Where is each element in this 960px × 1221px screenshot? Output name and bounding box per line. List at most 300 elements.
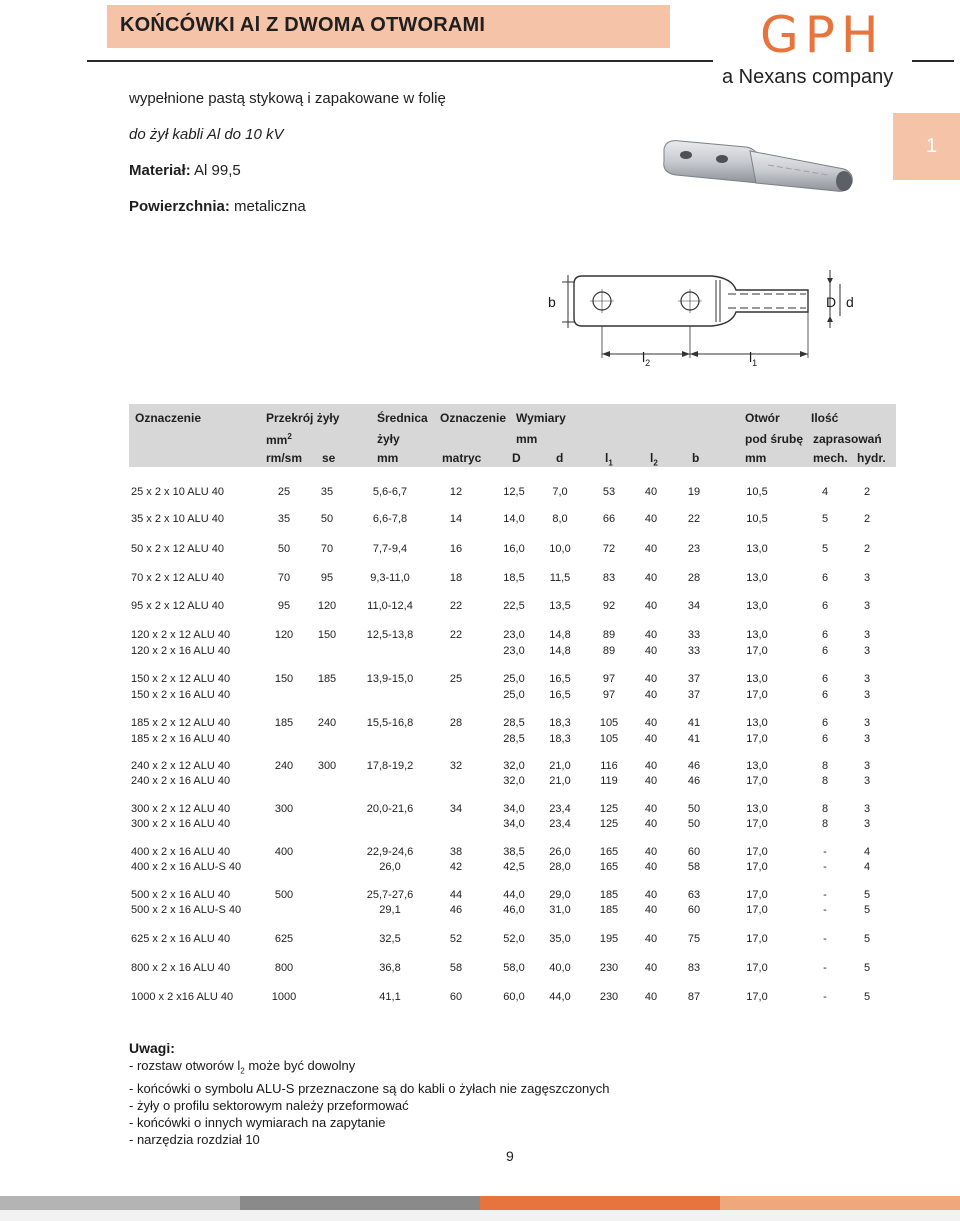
cell-l1: 165 [599,861,619,873]
cell-hydr: 3 [863,775,871,787]
cell-l1: 195 [599,933,619,945]
cell-rm-sm: 625 [274,933,294,945]
cell-oznaczenie: 70 x 2 x 12 ALU 40 [131,572,224,584]
cell-l2: 40 [644,689,658,701]
cell-se: 95 [320,572,334,584]
cell-l1: 66 [602,513,616,525]
dim-label-l2: $l_2$ [642,349,651,368]
cell-matryca: 52 [449,933,463,945]
cell-d: 21,0 [549,760,571,772]
cell-otwor: 13,0 [746,803,768,815]
cell-d: 23,4 [549,818,571,830]
cell-hydr: 3 [863,717,871,729]
cell-otwor: 17,0 [746,962,768,974]
cell-l1: 119 [600,775,618,787]
cell-b: 50 [687,803,701,815]
header-rule-right [912,60,954,62]
col-se: se [322,451,336,465]
cell-hydr: 3 [863,673,871,685]
cell-mech: 8 [821,760,829,772]
col-srednica-mm: mm [377,451,399,465]
cell-l1: 89 [602,645,616,657]
cell-l1: 105 [599,733,619,745]
cell-d: 18,3 [549,733,571,745]
notes-heading: Uwagi: [129,1040,175,1056]
surface-value: metaliczna [229,198,306,215]
cell-d: 26,0 [549,846,571,858]
cell-hydr: 2 [863,486,871,498]
cell-l2: 40 [644,775,658,787]
cell-hydr: 3 [863,689,871,701]
cell-d: 14,8 [549,629,571,641]
cell-D: 58,0 [503,962,525,974]
cell-matryca: 44 [449,889,463,901]
cell-l2: 40 [644,846,658,858]
cell-l2: 40 [644,513,658,525]
cell-mech: - [823,861,827,873]
cell-oznaczenie: 95 x 2 x 12 ALU 40 [131,600,224,612]
cell-oznaczenie: 1000 x 2 x16 ALU 40 [131,991,234,1003]
col-unit-mm: mm [516,432,538,446]
col-otwor-mm: mm [745,451,767,465]
cell-rm-sm: 70 [277,572,291,584]
cell-hydr: 3 [863,629,871,641]
cell-mech: - [823,991,827,1003]
col-rmsm: rm/sm [266,451,303,465]
cell-mech: 6 [821,689,829,701]
cell-otwor: 17,0 [746,991,768,1003]
cell-matryca: 22 [449,600,463,612]
col-przekroj: Przekrój żyły [266,411,340,425]
cell-srednica: 11,0-12,4 [367,600,413,612]
cell-b: 60 [687,904,701,916]
cell-matryca: 34 [449,803,463,815]
cell-se: 35 [320,486,334,498]
cell-srednica: 32,5 [379,933,401,945]
cell-l2: 40 [644,486,658,498]
cell-d: 23,4 [549,803,571,815]
cell-otwor: 17,0 [746,733,768,745]
cell-D: 52,0 [503,933,525,945]
cell-d: 8,0 [552,513,568,525]
cell-mech: 6 [821,572,829,584]
note-item: - końcówki o innych wymiarach na zapytanie [129,1114,386,1130]
cell-l1: 97 [602,673,616,685]
cell-hydr: 5 [863,991,871,1003]
col-b: b [692,451,700,465]
cell-D: 12,5 [503,486,525,498]
cell-l1: 185 [599,889,619,901]
cell-l2: 40 [644,673,658,685]
cell-otwor: 13,0 [746,717,768,729]
cell-se: 120 [317,600,337,612]
col-srednica: Średnica [377,411,428,425]
cell-mech: 6 [821,629,829,641]
cell-otwor: 13,0 [746,543,768,555]
material-label: Materiał: [129,162,191,179]
cell-l1: 92 [602,600,616,612]
cell-b: 22 [687,513,701,525]
cell-l1: 116 [600,760,618,772]
cell-D: 18,5 [503,572,525,584]
cell-d: 18,3 [549,717,571,729]
cell-l1: 125 [599,818,619,830]
cell-D: 44,0 [503,889,525,901]
cell-oznaczenie: 35 x 2 x 10 ALU 40 [131,513,224,525]
cell-oznaczenie: 185 x 2 x 16 ALU 40 [131,733,231,745]
cell-l2: 40 [644,962,658,974]
cell-se: 300 [317,760,337,772]
col-D: D [512,451,521,465]
cell-srednica: 20,0-21,6 [366,803,414,815]
note-item: - narzędzia rozdział 10 [129,1131,260,1147]
cell-b: 87 [687,991,701,1003]
cell-l1: 89 [602,629,616,641]
cell-b: 41 [687,717,701,729]
cell-srednica: 41,1 [379,991,401,1003]
cell-matryca: 60 [449,991,463,1003]
cell-matryca: 38 [449,846,463,858]
cell-b: 46 [687,760,701,772]
footer-band [720,1196,960,1210]
col-ilosc: Ilość [811,411,839,425]
nexans-tagline: a Nexans company [722,66,894,88]
cell-d: 10,0 [549,543,571,555]
cell-d: 14,8 [549,645,571,657]
cell-b: 63 [687,889,701,901]
dim-label-l1: $l_1$ [749,349,758,368]
cell-otwor: 17,0 [746,933,768,945]
cell-d: 35,0 [549,933,571,945]
col-otwor: Otwór [745,411,780,425]
cell-srednica: 13,9-15,0 [366,673,414,685]
cell-hydr: 3 [863,818,871,830]
cell-b: 75 [687,933,701,945]
cell-otwor: 13,0 [746,600,768,612]
cell-l2: 40 [644,889,658,901]
cell-srednica: 17,8-19,2 [366,760,414,772]
cell-D: 22,5 [503,600,525,612]
cell-b: 28 [687,572,701,584]
cell-D: 23,0 [503,645,525,657]
cell-hydr: 3 [863,803,871,815]
note-item: - końcówki o symbolu ALU-S przeznaczone są do kabli o żyłach nie zagęszczonych [129,1080,610,1096]
cell-l1: 230 [599,962,619,974]
cell-mech: 4 [821,486,829,498]
cell-hydr: 3 [863,645,871,657]
cell-l2: 40 [644,818,658,830]
cell-oznaczenie: 50 x 2 x 12 ALU 40 [131,543,224,555]
cell-l2: 40 [644,760,658,772]
cell-d: 31,0 [549,904,571,916]
cell-hydr: 5 [863,933,871,945]
footer-band [480,1196,720,1210]
cell-rm-sm: 400 [274,846,294,858]
cell-srednica: 29,1 [379,904,401,916]
material-value: Al 99,5 [190,162,241,179]
cell-D: 34,0 [503,818,525,830]
cell-rm-sm: 120 [274,629,294,641]
footer-band [0,1196,240,1210]
col-d: d [556,451,564,465]
cell-b: 50 [687,818,701,830]
cell-otwor: 17,0 [746,846,768,858]
cell-matryca: 32 [449,760,463,772]
cell-rm-sm: 300 [274,803,294,815]
cell-otwor: 17,0 [746,645,768,657]
cell-mech: 6 [821,600,829,612]
col-mech: mech. [813,451,848,465]
cell-d: 16,5 [549,673,571,685]
technical-drawing [540,270,860,376]
cell-D: 28,5 [503,717,525,729]
cell-d: 28,0 [549,861,571,873]
cell-l1: 53 [602,486,616,498]
cell-b: 37 [687,673,701,685]
cell-hydr: 4 [863,861,871,873]
intro-line-2: do żył kabli Al do 10 kV [129,126,284,143]
cell-l1: 230 [599,991,619,1003]
cell-srednica: 22,9-24,6 [366,846,414,858]
cell-otwor: 17,0 [746,861,768,873]
cell-D: 42,5 [503,861,525,873]
cell-srednica: 5,6-6,7 [372,486,408,498]
cell-oznaczenie: 500 x 2 x 16 ALU-S 40 [131,904,242,916]
cell-oznaczenie: 120 x 2 x 12 ALU 40 [131,629,231,641]
cell-hydr: 5 [863,904,871,916]
notes-section [129,1040,610,1148]
col-oznaczenie-matrycy: Oznaczenie [440,411,507,425]
cell-l1: 185 [599,904,619,916]
cell-matryca: 18 [449,572,463,584]
cell-b: 83 [687,962,701,974]
cell-matryca: 58 [449,962,463,974]
cell-l2: 40 [644,645,658,657]
cell-D: 23,0 [503,629,525,641]
cell-b: 58 [687,861,701,873]
col-unit-mm2: $mm^2$ [266,432,292,447]
cell-hydr: 3 [863,760,871,772]
cell-oznaczenie: 400 x 2 x 16 ALU 40 [131,846,231,858]
cell-mech: 5 [821,513,829,525]
cell-l1: 165 [599,846,619,858]
gph-logo: GPH [760,6,885,64]
cell-l1: 125 [599,803,619,815]
cell-D: 38,5 [503,846,525,858]
cell-oznaczenie: 240 x 2 x 16 ALU 40 [131,775,231,787]
col-wymiary: Wymiary [516,411,566,425]
cell-oznaczenie: 500 x 2 x 16 ALU 40 [131,889,231,901]
cell-d: 29,0 [549,889,571,901]
cell-oznaczenie: 300 x 2 x 12 ALU 40 [131,803,231,815]
cell-matryca: 16 [449,543,463,555]
cell-mech: 8 [821,818,829,830]
col-hydr: hydr. [857,451,886,465]
cell-D: 28,5 [503,733,525,745]
cell-l2: 40 [644,629,658,641]
cell-oznaczenie: 150 x 2 x 12 ALU 40 [131,673,231,685]
cell-l2: 40 [644,600,658,612]
cell-otwor: 17,0 [746,889,768,901]
cell-l2: 40 [644,803,658,815]
cell-rm-sm: 35 [277,513,291,525]
cell-l2: 40 [644,933,658,945]
note-item: - rozstaw otworów $l_2$ może być dowolny [129,1058,356,1076]
dim-label-d: d [846,294,854,310]
cell-matryca: 25 [449,673,463,685]
cell-mech: - [823,962,827,974]
surface-line [129,198,306,215]
cell-mech: 6 [821,717,829,729]
cell-l2: 40 [644,861,658,873]
surface-label: Powierzchnia: [129,198,230,215]
cell-srednica: 36,8 [379,962,401,974]
cell-oznaczenie: 300 x 2 x 16 ALU 40 [131,818,231,830]
col-matryc: matryc [442,451,482,465]
cell-mech: - [823,933,827,945]
cell-matryca: 42 [449,861,463,873]
cell-se: 70 [320,543,334,555]
cell-rm-sm: 50 [277,543,291,555]
cell-mech: 8 [821,775,829,787]
cell-oznaczenie: 625 x 2 x 16 ALU 40 [131,933,231,945]
cell-hydr: 2 [863,513,871,525]
cell-D: 25,0 [503,689,525,701]
section-tab-number: 1 [926,135,938,157]
cell-matryca: 28 [449,717,463,729]
cell-l1: 72 [602,543,616,555]
cell-mech: - [823,846,827,858]
cell-srednica: 12,5-13,8 [366,629,414,641]
cell-hydr: 4 [863,846,871,858]
cell-l1: 105 [599,717,619,729]
cell-mech: 6 [821,733,829,745]
footer-band [240,1196,480,1210]
page-title: KOŃCÓWKI Al Z DWOMA OTWORAMI [120,14,486,36]
cell-rm-sm: 240 [274,760,294,772]
col-l1: $l_1$ [605,451,613,468]
cell-srednica: 26,0 [379,861,401,873]
cell-matryca: 12 [449,486,463,498]
cell-d: 16,5 [549,689,571,701]
col-oznaczenie: Oznaczenie [135,411,202,425]
cell-rm-sm: 1000 [271,991,297,1003]
cell-D: 32,0 [503,775,525,787]
cell-matryca: 22 [449,629,463,641]
cell-otwor: 10,5 [746,486,768,498]
cell-hydr: 3 [863,572,871,584]
cell-b: 46 [687,775,701,787]
cell-mech: 8 [821,803,829,815]
col-zaprasowan: zaprasowań [813,432,882,446]
cell-d: 11,5 [549,572,571,584]
page-number: 9 [506,1148,514,1164]
cell-srednica: 15,5-16,8 [366,717,414,729]
cell-oznaczenie: 150 x 2 x 16 ALU 40 [131,689,231,701]
cell-otwor: 10,5 [746,513,768,525]
dim-label-D: D [826,294,837,310]
cell-b: 33 [687,645,701,657]
cell-l1: 83 [602,572,616,584]
header-rule [87,60,713,62]
cell-l2: 40 [644,733,658,745]
cell-l2: 40 [644,717,658,729]
cell-oznaczenie: 240 x 2 x 12 ALU 40 [131,760,231,772]
cell-b: 41 [687,733,701,745]
footer-strip [0,1210,960,1221]
cell-rm-sm: 185 [274,717,294,729]
cell-d: 13,5 [549,600,571,612]
col-pod-srube: pod śrubę [745,432,804,446]
cell-l2: 40 [644,543,658,555]
cell-D: 46,0 [503,904,525,916]
cell-l1: 97 [602,689,616,701]
cell-se: 50 [320,513,334,525]
cell-se: 185 [317,673,337,685]
cell-mech: 6 [821,673,829,685]
cell-rm-sm: 500 [274,889,294,901]
cell-oznaczenie: 25 x 2 x 10 ALU 40 [131,486,224,498]
cell-rm-sm: 800 [274,962,294,974]
cell-oznaczenie: 400 x 2 x 16 ALU-S 40 [131,861,242,873]
cell-b: 19 [687,486,701,498]
cell-d: 7,0 [552,486,568,498]
cell-mech: - [823,889,827,901]
cell-otwor: 17,0 [746,904,768,916]
cell-b: 37 [687,689,701,701]
cell-otwor: 13,0 [746,572,768,584]
cell-rm-sm: 150 [274,673,294,685]
cell-matryca: 14 [449,513,463,525]
intro-line-1: wypełnione pastą stykową i zapakowane w folię [129,90,446,107]
cell-mech: - [823,904,827,916]
cell-rm-sm: 25 [277,486,291,498]
cell-srednica: 25,7-27,6 [366,889,414,901]
cell-l2: 40 [644,991,658,1003]
col-zyly: żyły [377,432,400,446]
cell-otwor: 17,0 [746,775,768,787]
cell-se: 240 [317,717,337,729]
cell-d: 44,0 [549,991,571,1003]
cell-b: 60 [687,846,701,858]
cell-otwor: 13,0 [746,629,768,641]
cell-b: 23 [687,543,701,555]
cell-otwor: 13,0 [746,760,768,772]
cell-D: 16,0 [503,543,525,555]
cell-D: 14,0 [503,513,525,525]
cell-D: 25,0 [503,673,525,685]
cell-srednica: 9,3-11,0 [370,572,410,584]
cell-D: 34,0 [503,803,525,815]
cell-D: 60,0 [503,991,525,1003]
cell-otwor: 17,0 [746,689,768,701]
cell-b: 34 [687,600,701,612]
cell-d: 21,0 [549,775,571,787]
cell-oznaczenie: 800 x 2 x 16 ALU 40 [131,962,231,974]
material-line [129,162,241,179]
cell-b: 33 [687,629,701,641]
cell-hydr: 5 [863,889,871,901]
cell-oznaczenie: 185 x 2 x 12 ALU 40 [131,717,231,729]
col-l2: $l_2$ [650,451,658,468]
cell-otwor: 17,0 [746,818,768,830]
cell-D: 32,0 [503,760,525,772]
cell-oznaczenie: 120 x 2 x 16 ALU 40 [131,645,231,657]
cell-hydr: 3 [863,733,871,745]
cell-se: 150 [317,629,337,641]
cell-otwor: 13,0 [746,673,768,685]
note-item: - żyły o profilu sektorowym należy przeformować [129,1097,409,1113]
